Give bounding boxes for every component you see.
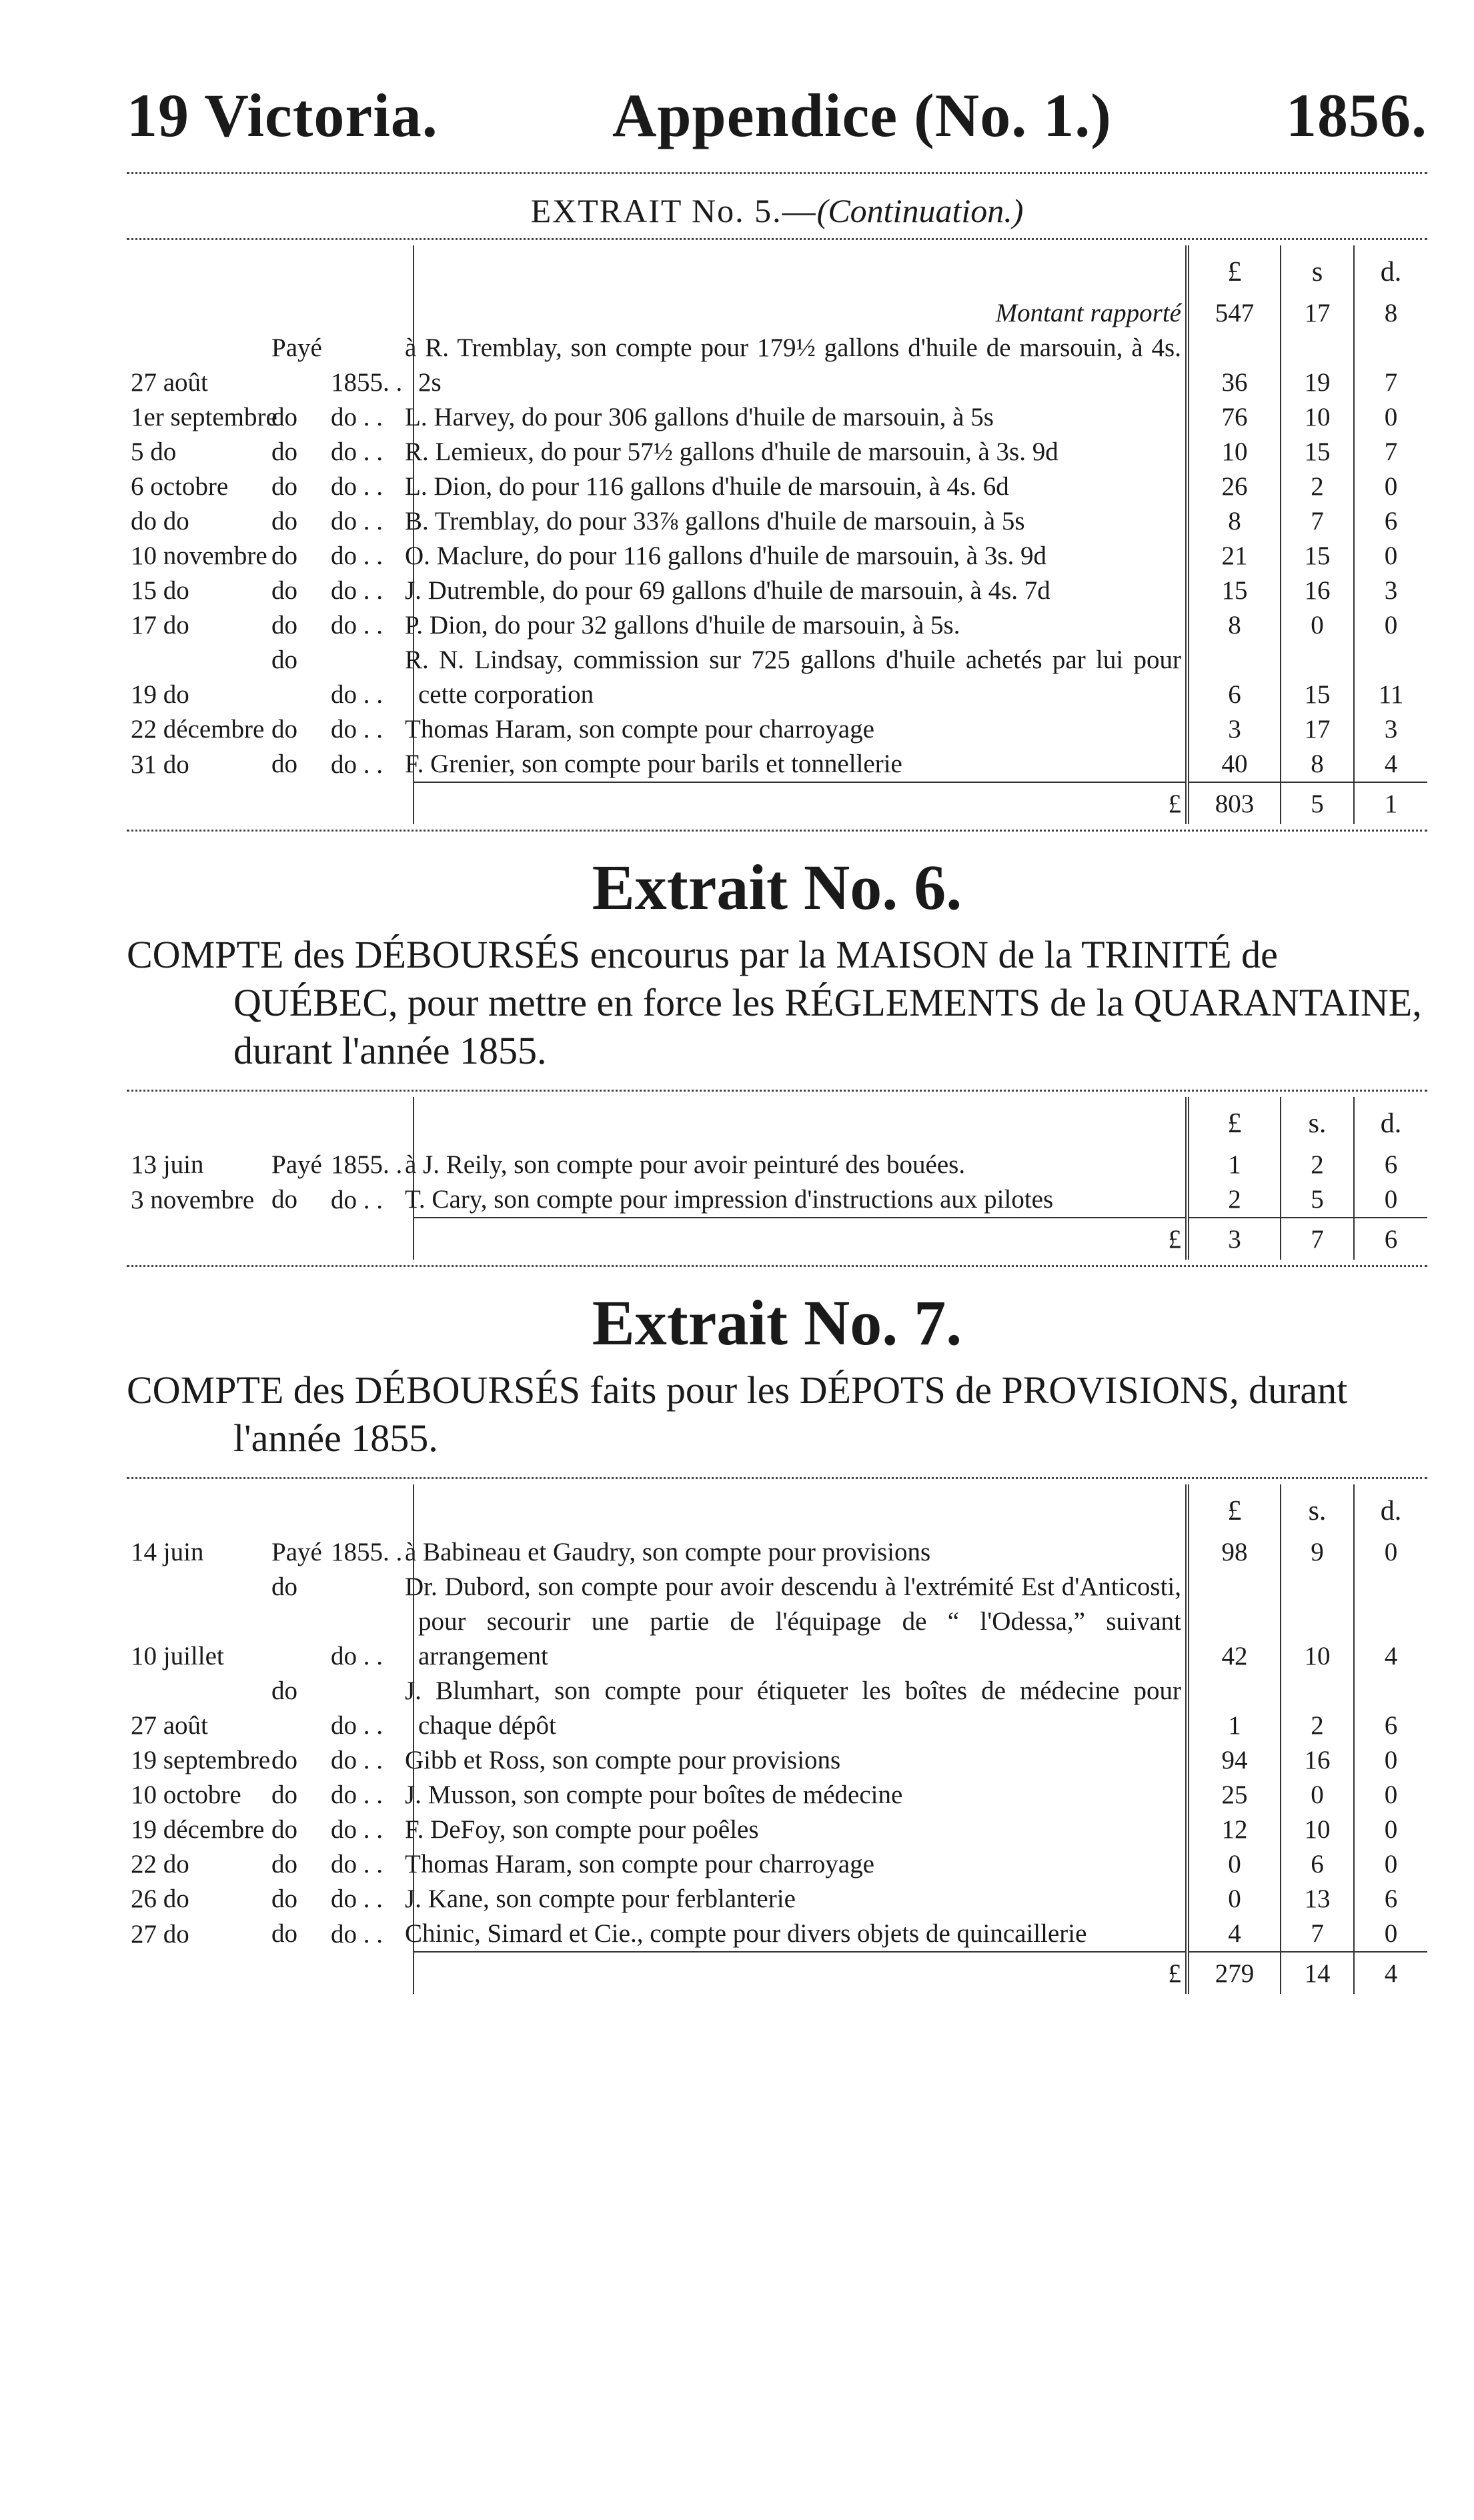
ledger-row [127,1148,1427,1182]
ledger-row [127,712,1427,747]
entry-description [271,1812,1187,1847]
ledger-row [127,1674,1427,1743]
header-appendix: Appendice (No. 1.) [612,81,1112,149]
col-pounds: £ [1187,1097,1281,1148]
ledger-row [127,1917,1427,1952]
carried-label: Montant rapporté [414,296,1187,331]
amount-pounds: 0 [1187,1847,1281,1882]
amount-shillings: 15 [1281,435,1354,469]
total-pounds: 279 [1187,1952,1281,1994]
entry-year: do . . [331,576,383,605]
amount-pounds: 26 [1187,469,1281,504]
amount-pounds: 36 [1187,331,1281,400]
amount-pence: 4 [1384,750,1398,778]
entry-description [271,573,1187,608]
total-label: £ [414,1952,1187,1994]
amount-pounds: 6 [1187,643,1281,712]
entry-year: do . . [331,507,383,535]
amount-pounds: 547 [1187,296,1281,331]
total-pence: 4 [1354,1952,1427,1994]
entry-year: do . . [331,1850,383,1878]
ledger-row [127,608,1427,643]
entry-prefix: do [271,437,297,466]
amount-pounds: 0 [1187,1882,1281,1917]
col-pence: d. [1380,257,1402,287]
entry-prefix: do [271,1185,297,1214]
amount-shillings: 16 [1281,573,1354,608]
entry-year: do . . [331,472,383,501]
entry-day: 17 do [131,611,189,640]
entry-text: Chinic, Simard et Cie., compte pour divers objets de quincaillerie [405,1919,1087,1948]
amount-shillings: 15 [1281,643,1354,712]
total-shillings: 5 [1281,782,1354,824]
entry-text: Gibb et Ross, son compte pour provisions [405,1746,841,1774]
table-header [127,1484,1427,1535]
extract5-title: EXTRAIT No. 5. [530,192,782,229]
entry-prefix: do [271,1746,297,1774]
amount-pence: 6 [1384,1711,1398,1740]
header-session: 19 Victoria. [127,81,438,149]
divider [127,1477,1427,1479]
entry-prefix: do [271,541,297,570]
extract6-table [127,1097,1427,1260]
total-row [127,782,1427,824]
entry-text: R. Lemieux, do pour 57½ gallons d'huile de marsouin, à 3s. 9d [405,437,1058,466]
entry-text: Dr. Dubord, son compte pour avoir descendu à l'extrémité Est d'Anticosti, pour secourir une partie de l'équipage de “ l'Odessa,” suivant arrangement [405,1572,1181,1670]
entry-text: O. Maclure, do pour 116 gallons d'huile de marsouin, à 3s. 9d [405,541,1046,570]
entry-description [271,608,1187,643]
amount-pounds: 1 [1187,1148,1281,1182]
entry-description [271,1882,1187,1917]
ledger-row [127,400,1427,435]
entry-text: T. Cary, son compte pour impression d'instructions aux pilotes [405,1185,1054,1214]
col-pence: d. [1380,1496,1402,1526]
entry-prefix: Payé [271,1150,322,1179]
entry-prefix: do [271,403,297,431]
extract7-description: COMPTE des DÉBOURSÉS faits pour les DÉPOTS de PROVISIONS, durant l'année 1855. [127,1368,1348,1460]
amount-shillings: 9 [1281,1535,1354,1570]
divider [127,172,1427,174]
running-head [127,80,1427,167]
divider [127,238,1427,240]
amount-pence: 3 [1384,715,1398,744]
entry-description [271,747,1187,782]
entry-text: P. Dion, do pour 32 gallons d'huile de marsouin, à 5s. [405,611,960,640]
entry-prefix: do [271,472,297,501]
entry-description [271,1847,1187,1882]
amount-shillings: 10 [1281,1812,1354,1847]
amount-pence: 8 [1384,299,1398,327]
divider [127,1090,1427,1092]
amount-shillings: 0 [1281,608,1354,643]
total-label: £ [414,782,1187,824]
amount-shillings: 0 [1281,1778,1354,1812]
entry-text: F. Grenier, son compte pour barils et tonnellerie [405,750,902,778]
entry-year: 1855. . [331,1538,403,1566]
amount-pence: 0 [1384,1815,1398,1844]
entry-day: 15 do [131,576,189,605]
entry-day: 22 décembre [131,715,265,744]
total-row [127,1952,1427,1994]
entry-prefix: do [271,1850,297,1878]
entry-day: 5 do [131,437,177,466]
entry-day: 6 octobre [131,472,229,501]
amount-shillings: 17 [1281,712,1354,747]
amount-shillings: 6 [1281,1847,1354,1882]
total-row [127,1218,1427,1260]
entry-text: Thomas Haram, son compte pour charroyage [405,715,874,744]
total-pence: 1 [1354,782,1427,824]
ledger-row [127,1570,1427,1674]
col-shillings: s [1281,245,1354,296]
amount-pounds: 98 [1187,1535,1281,1570]
entry-prefix: do [271,1919,297,1948]
entry-description [271,1674,1187,1743]
entry-year: do . . [331,1642,383,1670]
amount-pence: 6 [1384,507,1398,535]
page [127,80,1427,1994]
entry-text: J. Kane, son compte pour ferblanterie [405,1884,796,1913]
col-pounds: £ [1187,1484,1281,1535]
amount-shillings: 10 [1281,1570,1354,1674]
ledger-row [127,331,1427,400]
entry-year: do . . [331,1186,383,1214]
entry-year: do . . [331,1780,383,1809]
ledger-row [127,573,1427,608]
entry-year: do . . [331,1746,383,1774]
amount-pounds: 12 [1187,1812,1281,1847]
amount-shillings: 16 [1281,1743,1354,1778]
header-year: 1856. [1286,81,1427,149]
entry-description [271,400,1187,435]
ledger-row [127,643,1427,712]
amount-pounds: 8 [1187,608,1281,643]
ledger-row [127,504,1427,539]
extract5-table [127,245,1427,824]
amount-pence: 3 [1384,576,1398,605]
entry-description [271,643,1187,712]
amount-pence: 0 [1384,1746,1398,1774]
entry-text: Thomas Haram, son compte pour charroyage [405,1850,874,1878]
entry-prefix: do [271,1780,297,1809]
entry-year: do . . [331,750,383,779]
extract6-description: COMPTE des DÉBOURSÉS encourus par la MAISON de la TRINITÉ de QUÉBEC, pour mettre en force les RÉGLEMENTS de la QUARANTAINE, durant l'année 1855. [127,933,1422,1072]
amount-shillings: 19 [1281,331,1354,400]
entry-description [271,504,1187,539]
extract6-title: Extrait No. 6. [592,852,962,923]
entry-day: 27 août [131,1711,208,1740]
ledger-row [127,435,1427,469]
amount-pounds: 3 [1187,712,1281,747]
carried-forward-row [127,296,1427,331]
entry-prefix: do [271,715,297,744]
total-pounds: 803 [1187,782,1281,824]
amount-shillings: 7 [1281,1917,1354,1952]
total-pence: 6 [1354,1218,1427,1260]
amount-pence: 6 [1384,1150,1398,1179]
amount-pounds: 21 [1187,539,1281,573]
total-pounds: 3 [1187,1218,1281,1260]
entry-year: do . . [331,715,383,744]
ledger-row [127,1882,1427,1917]
ledger-row [127,1743,1427,1778]
entry-text: à R. Tremblay, son compte pour 179½ gallons d'huile de marsouin, à 4s. 2s [405,333,1181,397]
entry-prefix: Payé [271,333,322,362]
extract7-title: Extrait No. 7. [592,1287,962,1358]
col-pence: d. [1380,1108,1402,1139]
entry-prefix: do [271,750,297,778]
amount-shillings: 10 [1281,400,1354,435]
amount-pence: 6 [1384,1884,1398,1913]
amount-pence: 7 [1384,368,1398,397]
entry-prefix: Payé [271,1538,322,1566]
amount-shillings: 2 [1281,1148,1354,1182]
entry-day: 10 juillet [131,1642,224,1670]
extract5-continuation: (Continuation.) [816,192,1024,229]
entry-year: do . . [331,541,383,570]
amount-shillings: 7 [1281,504,1354,539]
entry-prefix: do [271,1884,297,1913]
ledger-row [127,1847,1427,1882]
amount-pence: 0 [1384,1185,1398,1214]
entry-description [271,1917,1187,1952]
amount-pounds: 42 [1187,1570,1281,1674]
amount-pounds: 4 [1187,1917,1281,1952]
entry-text: B. Tremblay, do pour 33⅞ gallons d'huile de marsouin, à 5s [405,507,1025,535]
amount-shillings: 13 [1281,1882,1354,1917]
entry-description [271,1778,1187,1812]
entry-year: do . . [331,1815,383,1844]
divider [127,1265,1427,1267]
entry-day: 19 décembre [131,1815,265,1844]
amount-pence: 0 [1384,1538,1398,1566]
entry-text: F. DeFoy, son compte pour poêles [405,1815,759,1844]
amount-pence: 0 [1384,472,1398,501]
entry-text: L. Dion, do pour 116 gallons d'huile de marsouin, à 4s. 6d [405,472,1009,501]
amount-pence: 4 [1384,1642,1398,1670]
entry-description [271,435,1187,469]
entry-year: do . . [331,611,383,640]
entry-year: do . . [331,437,383,466]
entry-year: 1855. . [331,368,403,397]
ledger-row [127,1812,1427,1847]
entry-description [271,712,1187,747]
amount-pence: 0 [1384,403,1398,431]
entry-description [271,539,1187,573]
entry-day: 3 novembre [131,1186,255,1214]
entry-prefix: do [271,1676,297,1705]
entry-text: J. Blumhart, son compte pour étiqueter les boîtes de médecine pour chaque dépôt [405,1676,1181,1740]
amount-shillings: 17 [1281,296,1354,331]
entry-description [271,1182,1187,1218]
col-shillings: s. [1281,1097,1354,1148]
entry-day: 26 do [131,1884,189,1913]
amount-shillings: 2 [1281,1674,1354,1743]
total-shillings: 14 [1281,1952,1354,1994]
entry-day: 10 novembre [131,541,267,570]
amount-pounds: 15 [1187,573,1281,608]
entry-day: 22 do [131,1850,189,1878]
entry-day: 27 do [131,1920,189,1949]
entry-year: do . . [331,1920,383,1949]
entry-year: do . . [331,1711,383,1740]
entry-prefix: do [271,646,297,674]
entry-year: do . . [331,680,383,709]
extract7-table [127,1484,1427,1994]
divider [127,830,1427,832]
entry-day: 31 do [131,750,189,779]
entry-day: 1er septembre [131,403,277,431]
extract5-heading: EXTRAIT No. 5.—(Continuation.) [530,192,1024,229]
col-pounds: £ [1187,245,1281,296]
entry-text: J. Musson, son compte pour boîtes de médecine [405,1780,903,1809]
col-shillings: s. [1281,1484,1354,1535]
entry-day: 10 octobre [131,1780,241,1809]
amount-pence: 0 [1384,611,1398,640]
amount-shillings: 8 [1281,747,1354,782]
amount-pounds: 94 [1187,1743,1281,1778]
entry-description [271,1570,1187,1674]
amount-pounds: 1 [1187,1674,1281,1743]
ledger-row [127,1535,1427,1570]
ledger-row [127,469,1427,504]
entry-day: 19 septembre [131,1746,271,1774]
amount-pounds: 10 [1187,435,1281,469]
amount-pounds: 8 [1187,504,1281,539]
total-shillings: 7 [1281,1218,1354,1260]
entry-text: R. N. Lindsay, commission sur 725 gallons d'huile achetés par lui pour cette corporation [405,646,1181,709]
table-header [127,245,1427,296]
entry-description [271,469,1187,504]
entry-description [271,1743,1187,1778]
ledger-row [127,539,1427,573]
entry-day: 13 juin [131,1150,204,1179]
entry-text: à Babineau et Gaudry, son compte pour provisions [405,1538,931,1566]
entry-prefix: do [271,1815,297,1844]
amount-shillings: 2 [1281,469,1354,504]
amount-pence: 0 [1384,541,1398,570]
amount-pounds: 76 [1187,400,1281,435]
entry-prefix: do [271,576,297,605]
table-header [127,1097,1427,1148]
ledger-row [127,1778,1427,1812]
entry-day: 14 juin [131,1538,204,1566]
entry-text: J. Dutremble, do pour 69 gallons d'huile de marsouin, à 4s. 7d [405,576,1050,605]
entry-year: do . . [331,1884,383,1913]
amount-pounds: 25 [1187,1778,1281,1812]
ledger-row [127,1182,1427,1218]
ledger-row [127,747,1427,782]
amount-shillings: 5 [1281,1182,1354,1218]
total-label: £ [414,1218,1187,1260]
entry-year: 1855. . [331,1150,403,1179]
entry-day: 19 do [131,680,189,709]
entry-text: L. Harvey, do pour 306 gallons d'huile de marsouin, à 5s [405,403,994,431]
amount-pounds: 2 [1187,1182,1281,1218]
amount-pence: 0 [1384,1850,1398,1878]
amount-pence: 0 [1384,1780,1398,1809]
entry-prefix: do [271,507,297,535]
entry-day: do do [131,507,189,535]
amount-pounds: 40 [1187,747,1281,782]
amount-pence: 11 [1378,680,1404,709]
amount-shillings: 15 [1281,539,1354,573]
amount-pence: 7 [1384,437,1398,466]
entry-day: 27 août [131,368,208,397]
entry-year: do . . [331,403,383,431]
entry-prefix: do [271,611,297,640]
entry-text: à J. Reily, son compte pour avoir peinturé des bouées. [405,1150,966,1179]
amount-pence: 0 [1384,1919,1398,1948]
entry-prefix: do [271,1572,297,1601]
